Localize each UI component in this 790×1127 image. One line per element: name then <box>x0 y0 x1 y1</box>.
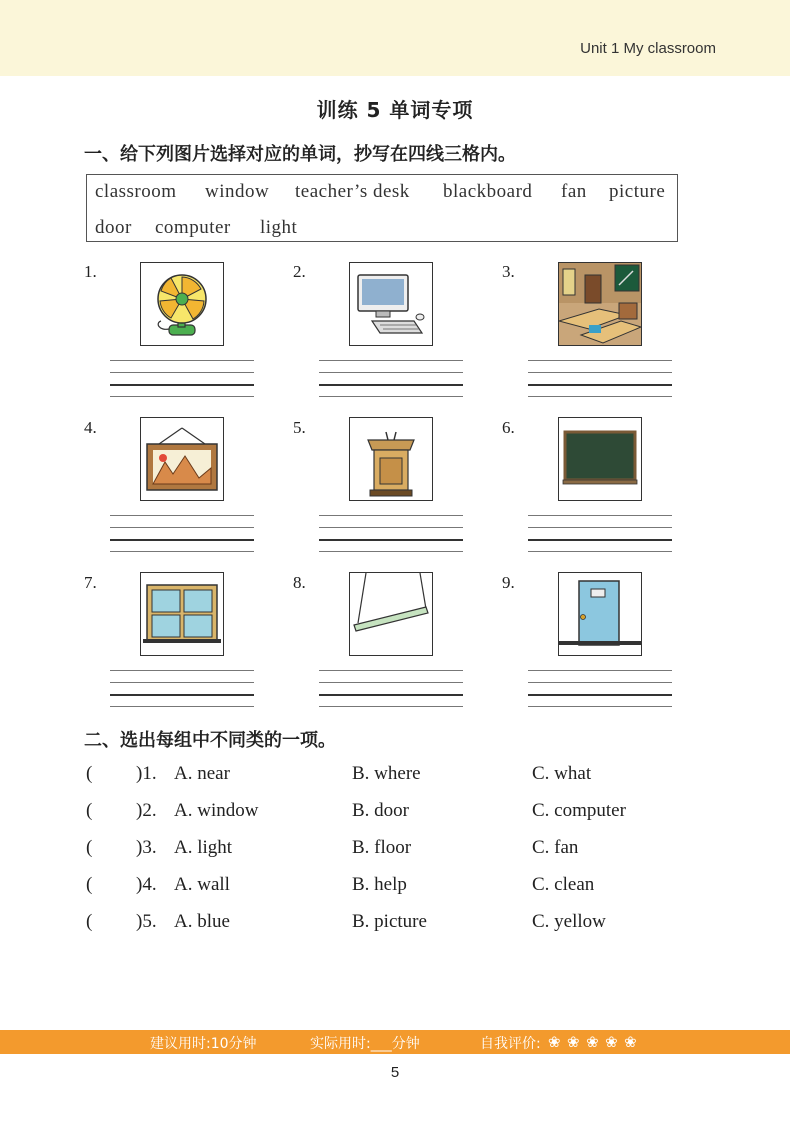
option-c[interactable]: C. what <box>532 763 592 784</box>
question-num: )5. <box>136 911 157 932</box>
question-num: )3. <box>136 837 157 858</box>
section1-heading: 一、给下列图片选择对应的单词，抄写在四线三格内。 <box>84 144 516 165</box>
teachers-desk-icon <box>349 417 433 501</box>
footer-band <box>0 1030 790 1054</box>
option-c[interactable]: C. fan <box>532 837 579 858</box>
window-icon <box>140 572 224 656</box>
option-c[interactable]: C. yellow <box>532 911 606 932</box>
door-icon <box>558 572 642 656</box>
actual-time: 实际用时:___分钟 <box>310 1036 420 1052</box>
question-row <box>86 763 706 787</box>
flower-icon[interactable]: ❀ <box>567 1033 580 1051</box>
question-num: )4. <box>136 874 157 895</box>
word-bank-item: computer <box>155 217 231 238</box>
option-a[interactable]: A. light <box>174 837 233 858</box>
question-row <box>86 911 706 935</box>
option-b[interactable]: B. help <box>352 874 407 895</box>
question-number: 4. <box>84 418 97 437</box>
word-bank-item: classroom <box>95 181 177 202</box>
word-bank-item: fan <box>561 181 587 202</box>
option-a[interactable]: A. near <box>174 763 230 784</box>
blackboard-icon <box>558 417 642 501</box>
word-bank <box>86 174 678 242</box>
question-number: 1. <box>84 262 97 281</box>
option-a[interactable]: A. wall <box>174 874 230 895</box>
question-number: 3. <box>502 262 515 281</box>
writing-lines[interactable] <box>110 515 254 563</box>
question-row <box>86 874 706 898</box>
option-a[interactable]: A. window <box>174 800 259 821</box>
answer-paren[interactable]: ( <box>86 800 93 821</box>
writing-lines[interactable] <box>528 670 672 718</box>
section2-heading: 二、选出每组中不同类的一项。 <box>84 730 336 751</box>
question-number: 8. <box>293 573 306 592</box>
word-bank-item: picture <box>609 181 666 202</box>
question-number: 5. <box>293 418 306 437</box>
light-icon <box>349 572 433 656</box>
option-b[interactable]: B. picture <box>352 911 427 932</box>
page-title: 训练 5 单词专项 <box>316 98 474 122</box>
word-bank-item: blackboard <box>443 181 533 202</box>
answer-paren[interactable]: ( <box>86 911 93 932</box>
option-a[interactable]: A. blue <box>174 911 230 932</box>
writing-lines[interactable] <box>319 670 463 718</box>
header-band <box>0 0 790 76</box>
option-b[interactable]: B. door <box>352 800 409 821</box>
question-number: 9. <box>502 573 515 592</box>
page-number: 5 <box>390 1064 400 1081</box>
question-row <box>86 837 706 861</box>
option-b[interactable]: B. where <box>352 763 421 784</box>
fan-icon <box>140 262 224 346</box>
rating-stars <box>548 1033 639 1051</box>
writing-lines[interactable] <box>528 515 672 563</box>
writing-lines[interactable] <box>319 515 463 563</box>
question-num: )1. <box>136 763 157 784</box>
flower-icon[interactable]: ❀ <box>548 1033 561 1051</box>
writing-lines[interactable] <box>319 360 463 408</box>
option-c[interactable]: C. computer <box>532 800 626 821</box>
flower-icon[interactable]: ❀ <box>586 1033 599 1051</box>
suggested-time: 建议用时:10分钟 <box>150 1036 257 1052</box>
option-b[interactable]: B. floor <box>352 837 412 858</box>
question-number: 6. <box>502 418 515 437</box>
writing-lines[interactable] <box>528 360 672 408</box>
answer-paren[interactable]: ( <box>86 763 93 784</box>
question-number: 7. <box>84 573 97 592</box>
question-num: )2. <box>136 800 157 821</box>
flower-icon[interactable]: ❀ <box>605 1033 618 1051</box>
word-bank-item: window <box>205 181 270 202</box>
writing-lines[interactable] <box>110 670 254 718</box>
answer-paren[interactable]: ( <box>86 874 93 895</box>
word-bank-item: teacher’s desk <box>295 181 410 202</box>
word-bank-item: light <box>260 217 298 238</box>
word-bank-item: door <box>95 217 132 238</box>
writing-lines[interactable] <box>110 360 254 408</box>
classroom-icon <box>558 262 642 346</box>
computer-icon <box>349 262 433 346</box>
question-row <box>86 800 706 824</box>
flower-icon[interactable]: ❀ <box>624 1033 637 1051</box>
answer-paren[interactable]: ( <box>86 837 93 858</box>
question-number: 2. <box>293 262 306 281</box>
self-evaluation-label: 自我评价: <box>480 1036 541 1052</box>
picture-icon <box>140 417 224 501</box>
unit-label: Unit 1 My classroom <box>580 40 716 57</box>
option-c[interactable]: C. clean <box>532 874 595 895</box>
